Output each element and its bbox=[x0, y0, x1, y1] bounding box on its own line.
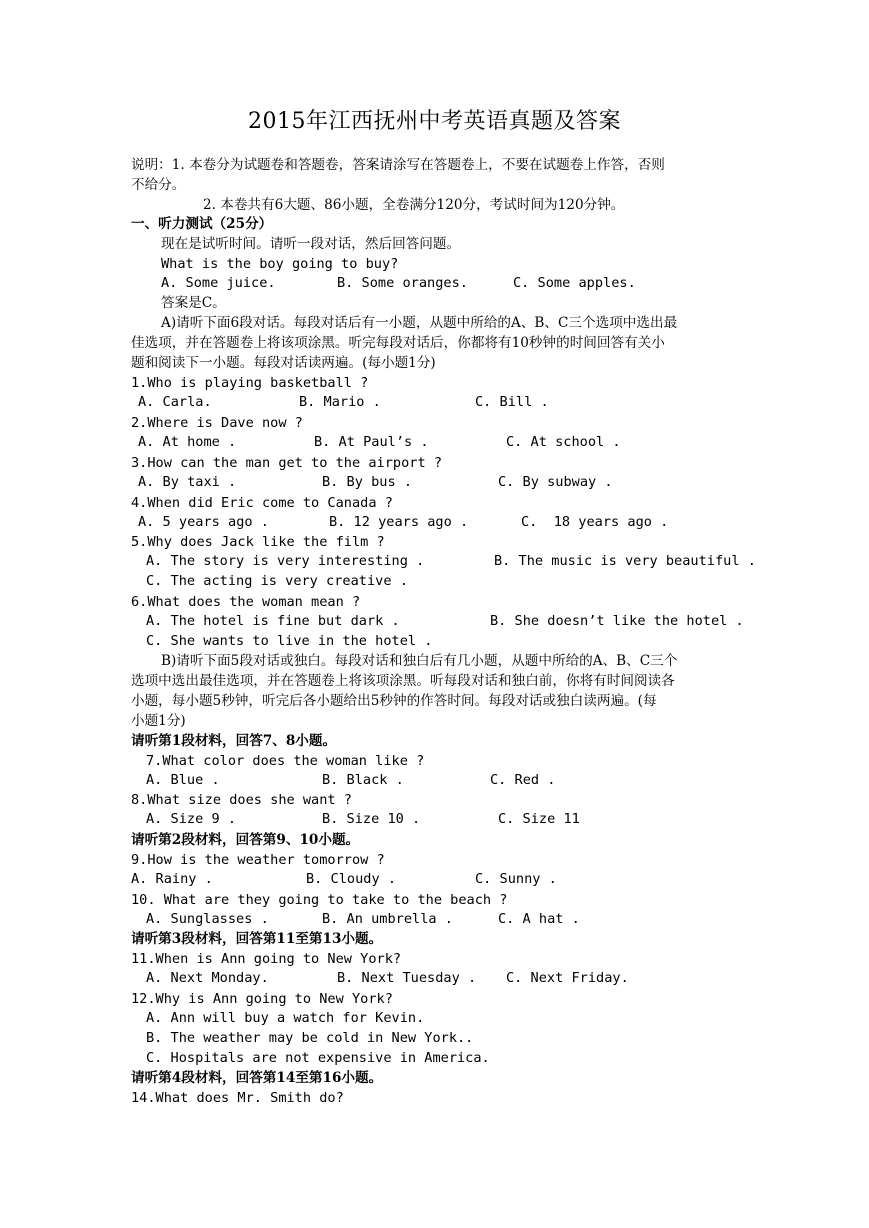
trial-question: What is the boy going to buy? bbox=[161, 256, 399, 272]
q12-option-c: C. Hospitals are not expensive in America. bbox=[146, 1050, 490, 1066]
question-2: 2.Where is Dave now ? bbox=[131, 415, 303, 431]
q9-option-c: C. Sunny . bbox=[475, 871, 557, 887]
q2-option-c: C. At school . bbox=[506, 434, 621, 450]
q8-option-c: C. Size 11 bbox=[498, 811, 580, 827]
q6-option-a: A. The hotel is fine but dark . bbox=[146, 613, 400, 629]
q5-option-c: C. The acting is very creative . bbox=[146, 573, 408, 589]
material-1-heading: 请听第1段材料，回答7、8小题。 bbox=[131, 733, 337, 749]
part-b-instructions-1: B)请听下面5段对话或独白。每段对话和独白后有几小题，从题中所给的A、B、C三个 bbox=[161, 653, 678, 669]
question-7: 7.What color does the woman like ? bbox=[146, 753, 425, 769]
q9-option-a: A. Rainy . bbox=[131, 871, 213, 887]
q4-option-a: A. 5 years ago . bbox=[138, 514, 269, 530]
q1-option-b: B. Mario . bbox=[299, 394, 381, 410]
q3-option-c: C. By subway . bbox=[498, 474, 613, 490]
page-title: 2015年江西抚州中考英语真题及答案 bbox=[248, 109, 621, 134]
question-9: 9.How is the weather tomorrow ? bbox=[131, 852, 385, 868]
q9-option-b: B. Cloudy . bbox=[306, 871, 397, 887]
q2-option-b: B. At Paul’s . bbox=[314, 434, 429, 450]
question-5: 5.Why does Jack like the film ? bbox=[131, 534, 385, 550]
q3-option-b: B. By bus . bbox=[322, 474, 413, 490]
q4-option-b: B. 12 years ago . bbox=[329, 514, 469, 530]
question-3: 3.How can the man get to the airport ? bbox=[131, 455, 442, 471]
question-8: 8.What size does she want ? bbox=[131, 792, 352, 808]
q11-option-b: B. Next Tuesday . bbox=[337, 970, 477, 986]
question-12: 12.Why is Ann going to New York? bbox=[131, 991, 393, 1007]
question-4: 4.When did Eric come to Canada ? bbox=[131, 495, 393, 511]
trial-option-a: A. Some juice. bbox=[161, 275, 276, 291]
q5-option-a: A. The story is very interesting . bbox=[146, 553, 425, 569]
q10-option-a: A. Sunglasses . bbox=[146, 911, 269, 927]
question-6: 6.What does the woman mean ? bbox=[131, 594, 361, 610]
q10-option-b: B. An umbrella . bbox=[322, 911, 453, 927]
q2-option-a: A. At home . bbox=[138, 434, 237, 450]
section-heading-listening: 一、听力测试（25分） bbox=[131, 216, 273, 232]
trial-answer: 答案是C。 bbox=[161, 295, 226, 311]
question-10: 10. What are they going to take to the beach ? bbox=[131, 892, 508, 908]
q6-option-c: C. She wants to live in the hotel . bbox=[146, 633, 433, 649]
q12-option-b: B. The weather may be cold in New York.. bbox=[146, 1030, 474, 1046]
part-a-instructions-2: 佳选项，并在答题卷上将该项涂黑。听完每段对话后，你都将有10秒钟的时间回答有关小 bbox=[131, 335, 665, 351]
q7-option-b: B. Black . bbox=[322, 772, 404, 788]
material-4-heading: 请听第4段材料，回答第14至第16小题。 bbox=[131, 1070, 383, 1086]
trial-option-c: C. Some apples. bbox=[513, 275, 636, 291]
q3-option-a: A. By taxi . bbox=[138, 474, 237, 490]
q8-option-b: B. Size 10 . bbox=[322, 811, 421, 827]
q1-option-a: A. Carla. bbox=[138, 394, 212, 410]
note-line-2: 2. 本卷共有6大题、86小题，全卷满分120分，考试时间为120分钟。 bbox=[203, 197, 625, 213]
question-1: 1.Who is playing basketball ? bbox=[131, 375, 369, 391]
q4-option-c: C. 18 years ago . bbox=[521, 514, 669, 530]
material-2-heading: 请听第2段材料，回答第9、10小题。 bbox=[131, 832, 360, 848]
q6-option-b: B. She doesn’t like the hotel . bbox=[490, 613, 744, 629]
q11-option-a: A. Next Monday. bbox=[146, 970, 269, 986]
q8-option-a: A. Size 9 . bbox=[146, 811, 237, 827]
part-b-instructions-3: 小题，每小题5秒钟，听完后各小题给出5秒钟的作答时间。每段对话或独白读两遍。(每 bbox=[131, 693, 657, 709]
part-b-instructions-4: 小题1分) bbox=[131, 713, 186, 729]
part-a-instructions-3: 题和阅读下一小题。每段对话读两遍。(每小题1分) bbox=[131, 355, 436, 371]
q11-option-c: C. Next Friday. bbox=[506, 970, 629, 986]
q7-option-a: A. Blue . bbox=[146, 772, 220, 788]
q7-option-c: C. Red . bbox=[490, 772, 556, 788]
q10-option-c: C. A hat . bbox=[498, 911, 580, 927]
part-a-instructions-1: A)请听下面6段对话。每段对话后有一小题，从题中所给的A、B、C三个选项中选出最 bbox=[161, 315, 678, 331]
part-b-instructions-2: 选项中选出最佳选项，并在答题卷上将该项涂黑。听每段对话和独白前，你将有时间阅读各 bbox=[131, 673, 675, 689]
trial-option-b: B. Some oranges. bbox=[337, 275, 468, 291]
question-11: 11.When is Ann going to New York? bbox=[131, 951, 402, 967]
q12-option-a: A. Ann will buy a watch for Kevin. bbox=[146, 1010, 425, 1026]
question-14: 14.What does Mr. Smith do? bbox=[131, 1090, 344, 1106]
note-line-1-cont: 不给分。 bbox=[131, 177, 186, 193]
trial-intro: 现在是试听时间。请听一段对话，然后回答问题。 bbox=[161, 236, 461, 252]
q5-option-b: B. The music is very beautiful . bbox=[494, 553, 756, 569]
material-3-heading: 请听第3段材料，回答第11至第13小题。 bbox=[131, 931, 383, 947]
note-line-1: 说明：1. 本卷分为试题卷和答题卷，答案请涂写在答题卷上，不要在试题卷上作答，否则 bbox=[131, 157, 665, 173]
q1-option-c: C. Bill . bbox=[475, 394, 549, 410]
